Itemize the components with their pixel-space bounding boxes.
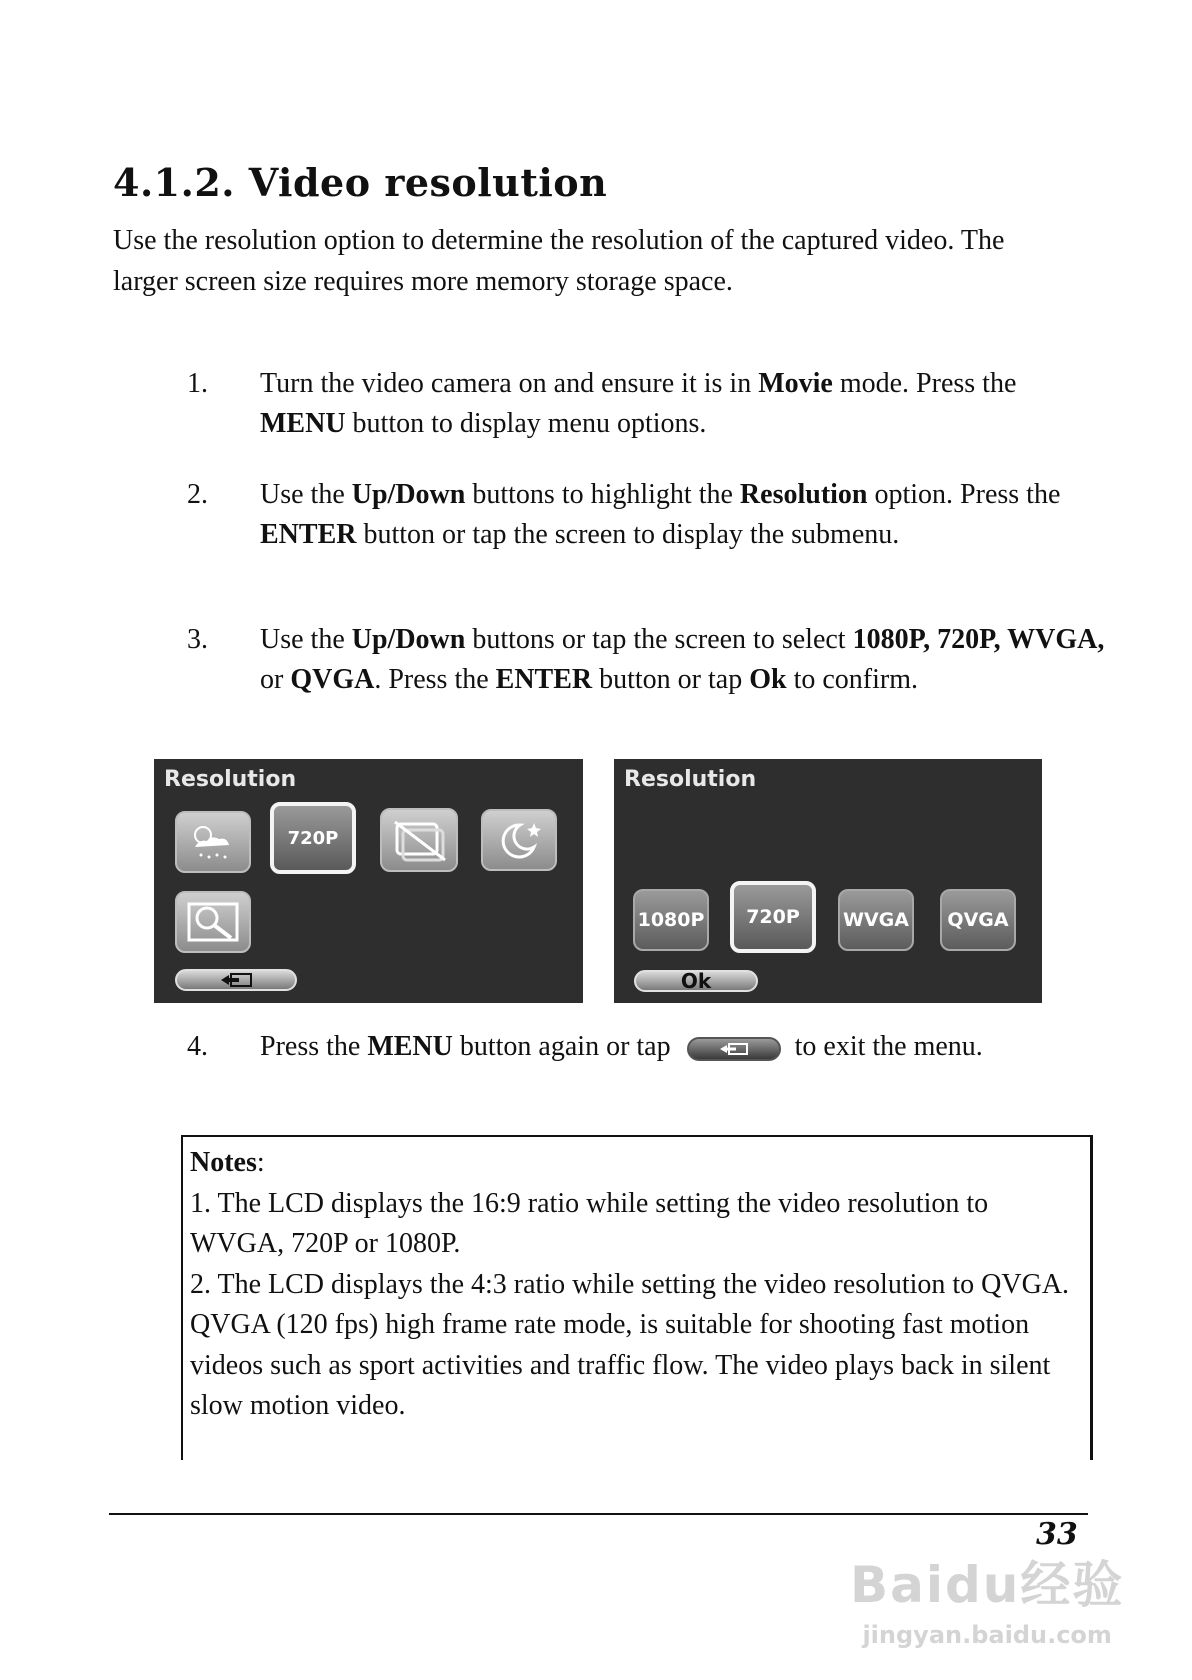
watermark [850,1545,1124,1649]
resolution-option-1080p[interactable] [633,889,709,951]
step-text: Press the MENU button again or tap to exit the menu. [260,1031,983,1062]
notes-heading: Notes: [190,1147,265,1178]
step-1 [187,364,1107,444]
magnifier-icon [183,898,243,946]
return-arrow-icon [217,972,255,988]
intro-paragraph: Use the resolution option to determine the resolution of the captured video. The larger screen size requires more memory storage space. [113,225,1005,297]
ok-button[interactable] [634,970,758,992]
footer-divider [109,1513,1088,1515]
screen-title: Resolution [164,767,297,792]
step-number: 2. [187,479,208,510]
notes-box [181,1135,1093,1460]
resolution-option-qvga[interactable] [940,889,1016,951]
option-label: WVGA [843,909,909,931]
moon-star-icon [494,817,544,863]
note-item: 1. The LCD displays the 16:9 ratio while setting the video resolution to WVGA, 720P or 1080P. [190,1187,989,1259]
camera-menu-screen-modes [154,759,583,1003]
step-number: 3. [187,624,208,655]
night-mode-button[interactable] [481,809,557,871]
note-item: 2. The LCD displays the 4:3 ratio while setting the video resolution to QVGA. QVGA (120 fps) high frame rate mode, is suitable for shooting fast motion videos such as sport activities and traffic flow. The video plays back in silent slow motion video. [190,1268,1070,1421]
resolution-label: 720P [287,827,339,849]
resolution-option-wvga[interactable] [838,889,914,951]
option-label: QVGA [947,909,1009,931]
screen-title: Resolution [624,767,757,792]
step-text: Turn the video camera on and ensure it is in Movie mode. Press the MENU button to display menu options. [260,368,1017,439]
section-title: 4.1.2. Video resolution [113,160,608,205]
weather-mode-button[interactable] [175,811,251,873]
step-text: Use the Up/Down buttons to highlight the Resolution option. Press the ENTER button or tap the screen to display the submenu. [260,479,1061,550]
inline-back-button [687,1037,781,1061]
sun-cloud-icon [183,819,243,865]
step-3 [187,620,1107,700]
option-label: 1080P [637,909,705,931]
image-stabilization-off-icon [389,816,449,864]
option-label: 720P [746,906,800,928]
stabilization-off-button[interactable] [380,808,458,872]
camera-resolution-submenu [614,759,1042,1003]
ok-label: Ok [680,969,712,993]
watermark-url: jingyan.baidu.com [862,1621,1112,1649]
step-number: 4. [187,1031,208,1062]
resolution-option-720p[interactable] [730,881,816,953]
step-text: Use the Up/Down buttons or tap the screen to select 1080P, 720P, WVGA, or QVGA. Press the ENTER button or tap Ok to confirm. [260,624,1105,695]
step-2 [187,475,1107,555]
back-button[interactable] [175,969,297,991]
page-number: 33 [1036,1517,1078,1552]
resolution-720p-button[interactable] [270,802,356,874]
step-4 [187,1027,1107,1067]
zoom-mode-button[interactable] [175,891,251,953]
watermark-brand: Baidu经验 [850,1556,1125,1614]
step-number: 1. [187,368,208,399]
return-arrow-icon [717,1042,751,1056]
